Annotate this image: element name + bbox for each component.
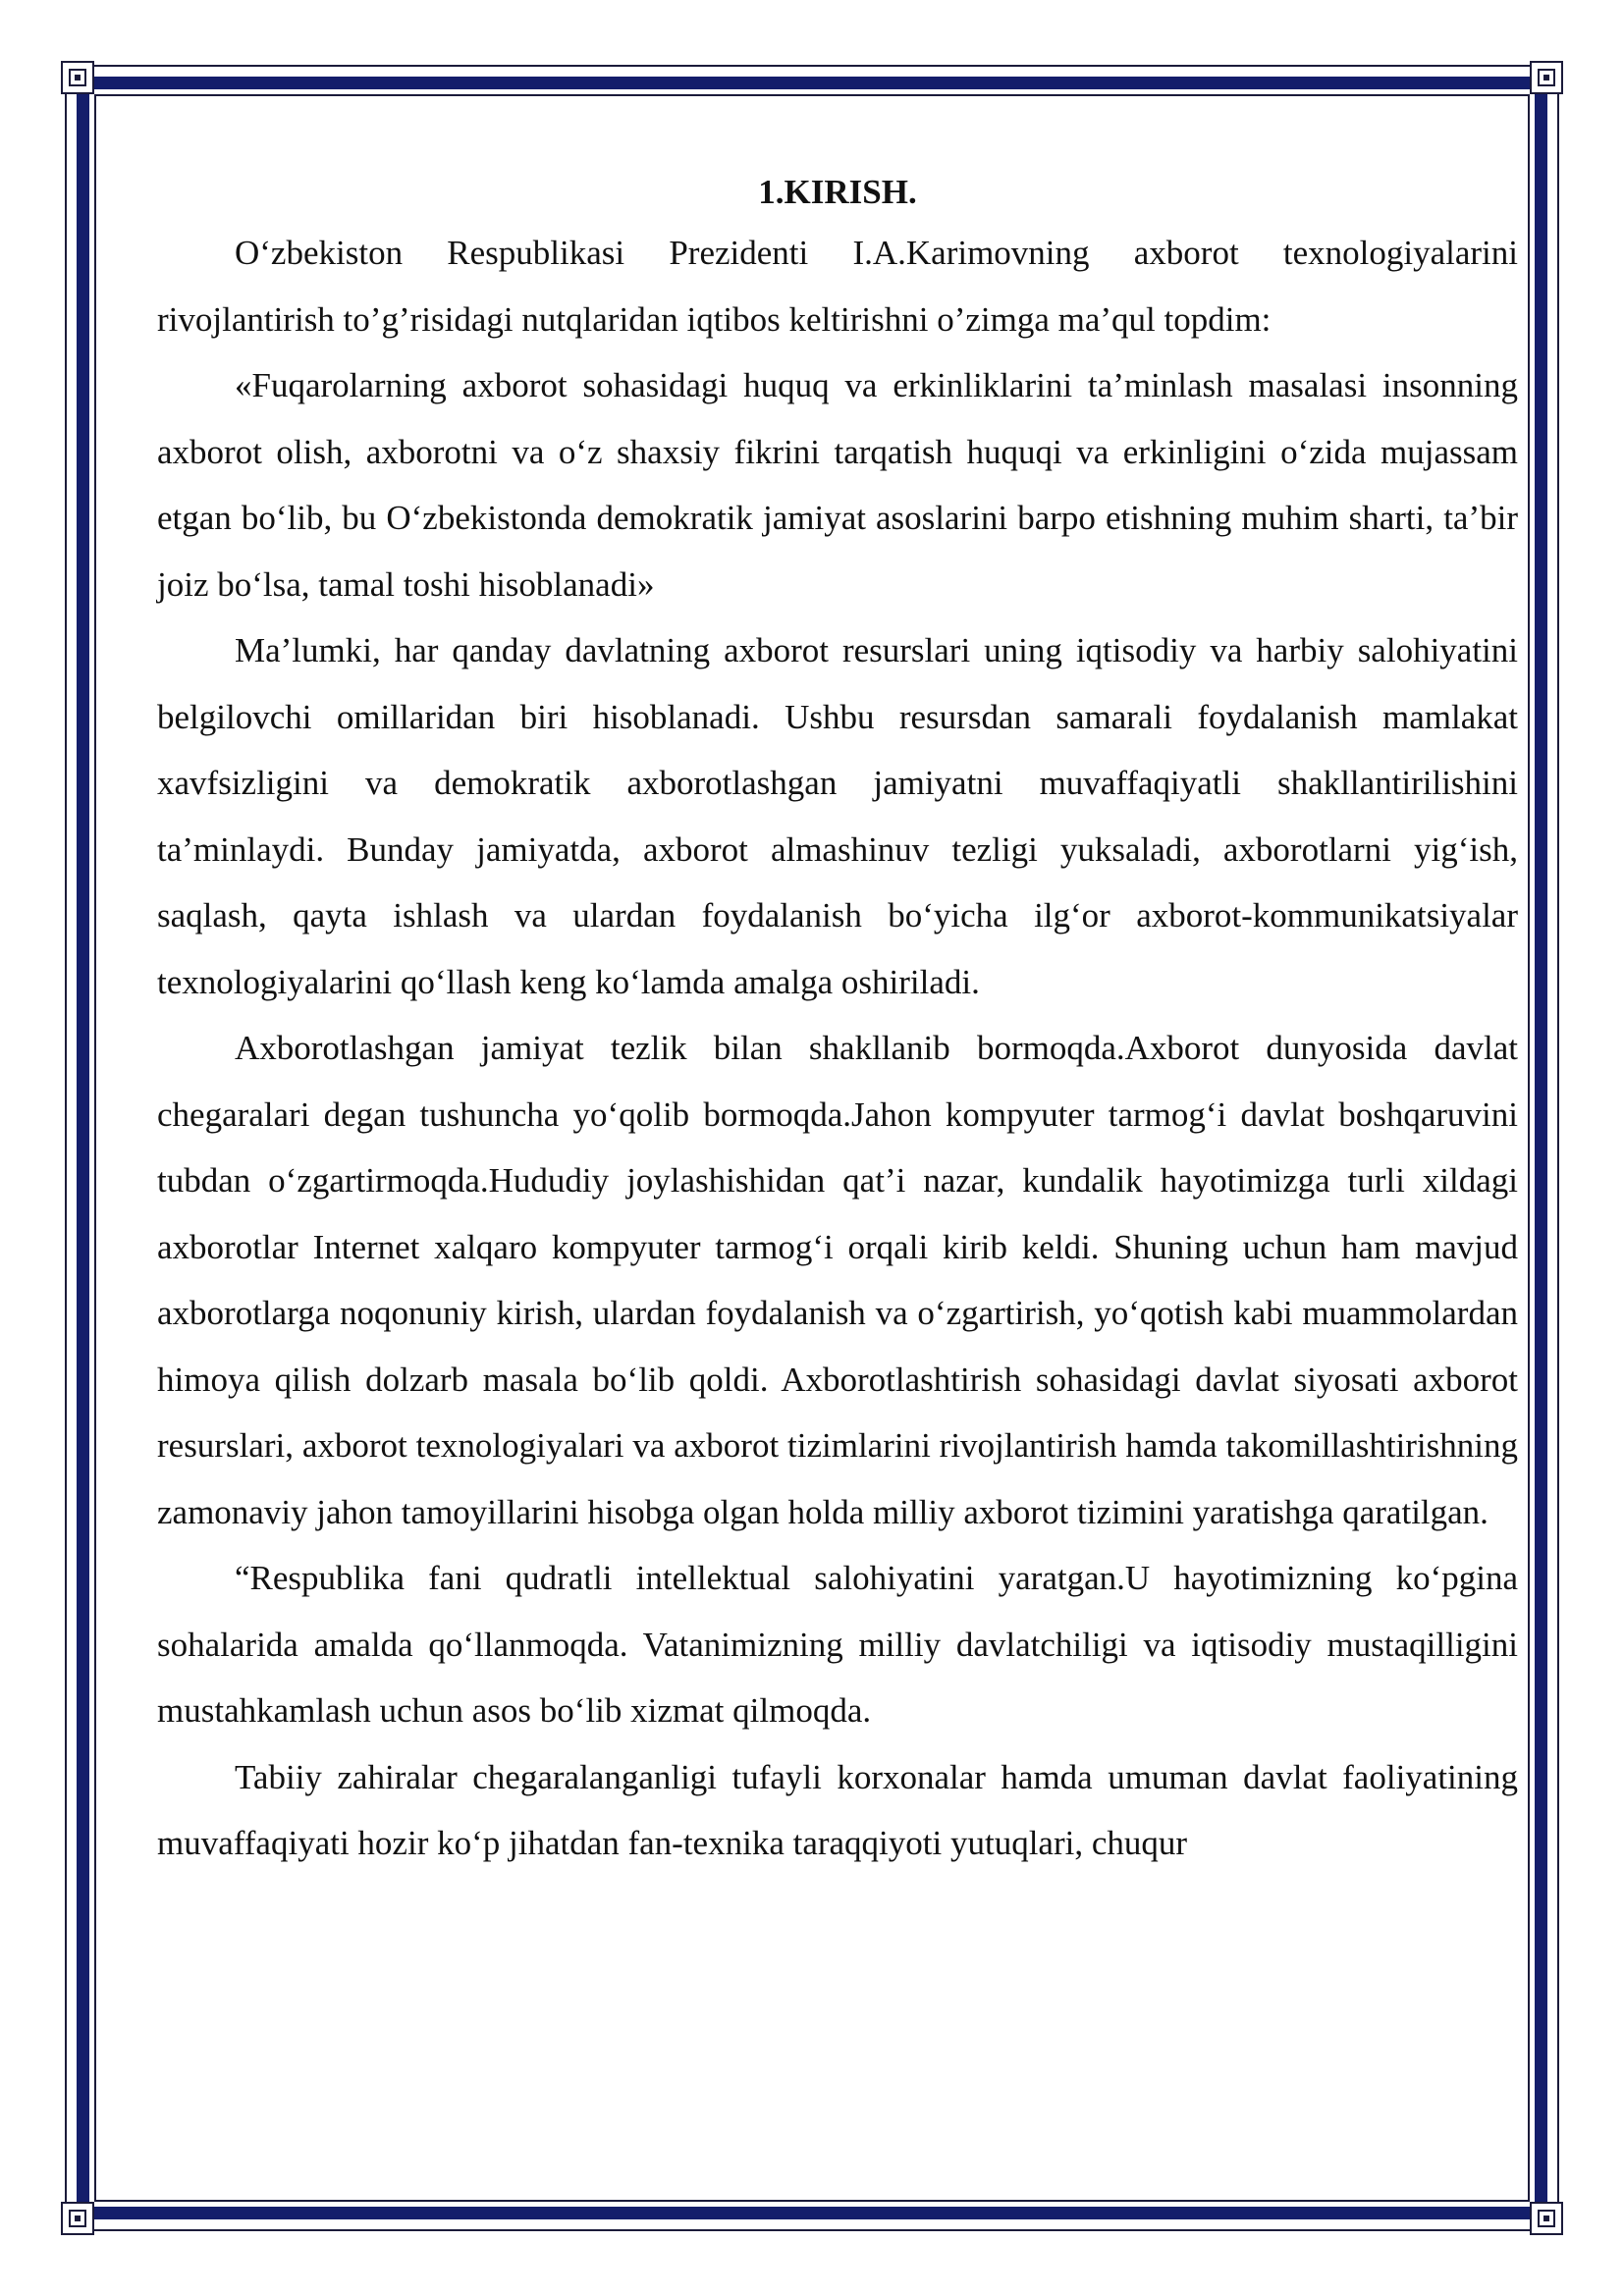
section-title: 1.KIRISH.: [758, 173, 917, 211]
corner-ornament-top-right: [1530, 61, 1563, 94]
paragraph-6: Tabiiy zahiralar chegaralanganligi tufayli korxonalar hamda umuman davlat faoliyatining muvaffaqiyati hozir ko‘p jihatdan fan-texnika taraqqiyoti yutuqlari, chuqur: [157, 1757, 1518, 1862]
paragraph-5: “Respublika fani qudratli intellektual salohiyatini yaratgan.U hayotimizning ko‘pgina sohalarida amalda qo‘llanmoqda. Vatanimizning milliy davlatchiligi va iqtisodiy mustaqilligini mustahkamlash uchun asos bo‘lib xizmat qilmoqda.: [157, 1559, 1518, 1730]
corner-ornament-top-left: [61, 61, 94, 94]
corner-ornament-bottom-right: [1530, 2202, 1563, 2235]
paragraph-3: Ma’lumki, har qanday davlatning axborot resurslari uning iqtisodiy va harbiy salohiyatini belgilovchi omillaridan biri hisoblanadi. Ushbu resursdan samarali foydalanish mamlakat xavfsizligini va demokratik axborotlashgan jamiyatni muvaffaqiyatli shakllantirilishini ta’minlaydi. Bunday jamiyatda, axborot almashinuv tezligi yuksaladi, axborotlarni yig‘ish, saqlash, qayta ishlash va ulardan foydalanish bo‘yicha ilg‘or axborot-kommunikatsiyalar texnologiyalarini qo‘llash keng ko‘lamda amalga oshiriladi.: [157, 631, 1518, 1001]
paragraph-1: O‘zbekiston Respublikasi Prezidenti I.A.Karimovning axborot texnologiyalarini rivojlantirish to’g’risidagi nutqlaridan iqtibos keltirishni o’zimga ma’qul topdim:: [157, 234, 1518, 339]
document-body: [157, 165, 1518, 1877]
paragraph-4: Axborotlashgan jamiyat tezlik bilan shakllanib bormoqda.Axborot dunyosida davlat chegaralari degan tushuncha yo‘qolib bormoqda.Jahon kompyuter tarmog‘i davlat boshqaruvini tubdan o‘zgartirmoqda.Hududiy joylashishidan qat’i nazar, kundalik hayotimizga turli xildagi axborotlar Internet xalqaro kompyuter tarmog‘i orqali kirib keldi. Shuning uchun ham mavjud axborotlarga noqonuniy kirish, ulardan foydalanish va o‘zgartirish, yo‘qotish kabi muammolardan himoya qilish dolzarb masala bo‘lib qoldi. Axborotlashtirish sohasidagi davlat siyosati axborot resurslari, axborot texnologiyalari va axborot tizimlarini rivojlantirish hamda takomillashtirishning zamonaviy jahon tamoyillarini hisobga olgan holda milliy axborot tizimini yaratishga qaratilgan.: [157, 1029, 1518, 1531]
corner-ornament-bottom-left: [61, 2202, 94, 2235]
paragraph-2-quote: «Fuqarolarning axborot sohasidagi huquq va erkinliklarini ta’minlash masalasi insonning axborot olish, axborotni va o‘z shaxsiy fikrini tarqatish huquqi va erkinligini o‘zida mujassam etgan bo‘lib, bu O‘zbekistonda demokratik jamiyat asoslarini barpo etishning muhim sharti, ta’bir joiz bo‘lsa, tamal toshi hisoblanadi»: [157, 366, 1518, 604]
